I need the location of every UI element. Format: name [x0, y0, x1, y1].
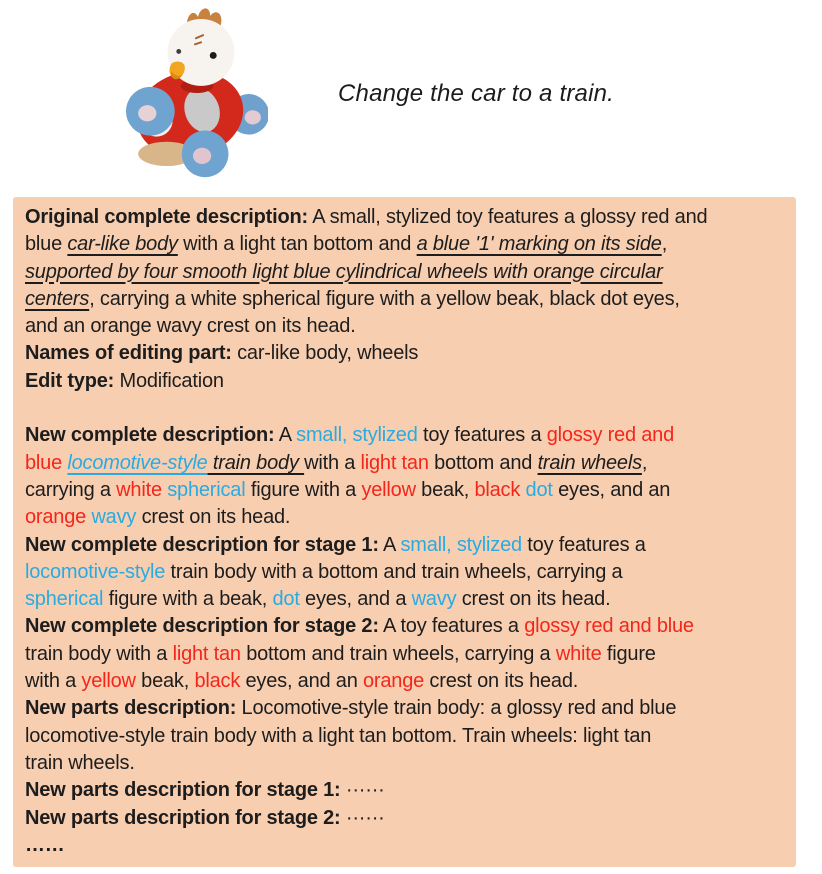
toy-wheel-front-left-hub [138, 105, 156, 121]
text-segment: A [378, 533, 401, 556]
text-segment: figure with a beak, [103, 588, 273, 611]
text-line [25, 368, 784, 395]
text-segment: glossy red and blue [524, 615, 694, 638]
text-line [25, 586, 784, 613]
text-segment: wavy [411, 588, 457, 611]
text-segment: New complete description for stage 1: [25, 533, 379, 556]
text-segment: car-like body [67, 233, 178, 256]
text-segment: car-like body, wheels [231, 342, 419, 365]
text-line [25, 204, 784, 231]
text-segment: Names of editing part: [25, 342, 232, 365]
text-segment: wavy [91, 506, 137, 529]
text-segment: blue [25, 451, 68, 474]
text-line [25, 395, 784, 422]
text-segment: ······ [340, 779, 385, 802]
toy-eye-right [210, 52, 217, 59]
text-segment: New complete description: [25, 424, 275, 447]
text-segment: with a [304, 451, 361, 474]
text-segment: toy features a [521, 533, 646, 556]
text-line [25, 422, 784, 449]
text-line [25, 532, 784, 559]
text-segment: figure with a [245, 478, 362, 501]
toy-wheel-right-hub [245, 110, 261, 124]
text-segment: figure [601, 642, 656, 665]
text-segment: New complete description for stage 2: [25, 615, 379, 638]
text-segment: spherical [25, 588, 104, 611]
text-line [25, 340, 784, 367]
text-line [25, 450, 784, 477]
text-segment: A small, stylized toy features a glossy red and [307, 206, 708, 228]
text-segment: black [474, 478, 521, 501]
text-segment: , [641, 451, 648, 474]
text-segment: Original complete description: [25, 206, 308, 228]
text-segment: train wheels. [25, 751, 135, 774]
text-segment: centers [25, 287, 90, 310]
text-line [25, 750, 784, 777]
text-segment: black [194, 670, 241, 693]
toy-chicken-car-image [126, 4, 268, 180]
text-segment: with a [25, 670, 82, 693]
text-segment: eyes, and an [552, 478, 671, 501]
text-segment: orange [363, 670, 425, 693]
text-segment: crest on its head. [456, 588, 611, 611]
text-segment: train wheels [537, 451, 642, 474]
text-segment: light tan [172, 642, 241, 665]
text-segment: locomotive-style train body with a light tan bottom. Train wheels: light tan [25, 724, 652, 747]
text-segment: eyes, and a [299, 588, 412, 611]
text-segment: spherical [167, 478, 246, 501]
text-segment: dot [272, 588, 300, 611]
text-segment: dot [525, 478, 553, 501]
text-segment: ······ [340, 806, 385, 829]
text-line [25, 231, 784, 258]
text-line [25, 832, 784, 859]
text-segment: , [661, 233, 668, 256]
text-line [25, 805, 784, 832]
text-segment: with a light tan bottom and [177, 233, 417, 256]
text-segment: blue [25, 233, 68, 256]
text-segment: …… [25, 833, 65, 856]
text-segment: beak, [135, 670, 195, 693]
text-segment: Edit type: [25, 369, 115, 392]
text-segment: and an orange wavy crest on its head. [25, 315, 356, 338]
text-segment: New parts description: [25, 697, 237, 720]
text-line [25, 695, 784, 722]
text-segment: small, stylized [400, 533, 522, 556]
text-line [25, 777, 784, 804]
text-segment: bottom and [428, 451, 538, 474]
text-segment: white [555, 642, 602, 665]
toy-wheel-bottom-hub [193, 148, 211, 164]
text-line [25, 313, 784, 340]
text-segment: bottom and train wheels, carrying a [240, 642, 556, 665]
edit-instruction: Change the car to a train. [338, 80, 615, 107]
text-segment: a blue '1' marking on its side [416, 233, 662, 256]
text-line [25, 723, 784, 750]
text-segment: locomotive-style [25, 560, 166, 583]
description-box [13, 197, 796, 867]
text-segment: New parts description for stage 2: [25, 806, 341, 829]
text-segment: orange [25, 506, 87, 529]
text-segment: , carrying a white spherical figure with a yellow beak, black dot eyes, [89, 287, 680, 310]
text-segment: supported by four smooth light blue cylindrical wheels with orange circular [25, 260, 663, 283]
text-line [25, 286, 784, 313]
text-segment: beak, [415, 478, 475, 501]
text-segment: Locomotive-style train body: a glossy red and blue [236, 697, 677, 720]
text-segment: A toy features a [378, 615, 525, 638]
text-line [25, 613, 784, 640]
text-line [25, 477, 784, 504]
text-segment: A [274, 424, 297, 447]
text-segment: train body with a [25, 642, 173, 665]
text-segment: train body [207, 451, 305, 474]
text-segment: train body with a bottom and train wheels, carrying a [165, 560, 623, 583]
toy-eye-left [176, 49, 181, 54]
text-segment: light tan [360, 451, 429, 474]
text-segment: crest on its head. [136, 506, 291, 529]
text-line [25, 641, 784, 668]
text-line [25, 559, 784, 586]
text-line [25, 259, 784, 286]
text-segment: small, stylized [296, 424, 418, 447]
text-segment: yellow [81, 670, 136, 693]
text-segment: eyes, and an [240, 670, 363, 693]
text-segment: white [116, 478, 162, 501]
text-segment: glossy red and [546, 424, 675, 447]
text-segment: Modification [114, 369, 224, 392]
text-line [25, 668, 784, 695]
text-segment: New parts description for stage 1: [25, 779, 341, 802]
text-segment: yellow [361, 478, 416, 501]
text-line [25, 504, 784, 531]
text-segment: toy features a [417, 424, 547, 447]
text-segment: carrying a [25, 478, 117, 501]
toy-photo [126, 4, 268, 180]
text-segment: crest on its head. [424, 670, 579, 693]
text-segment: locomotive-style [67, 451, 208, 474]
